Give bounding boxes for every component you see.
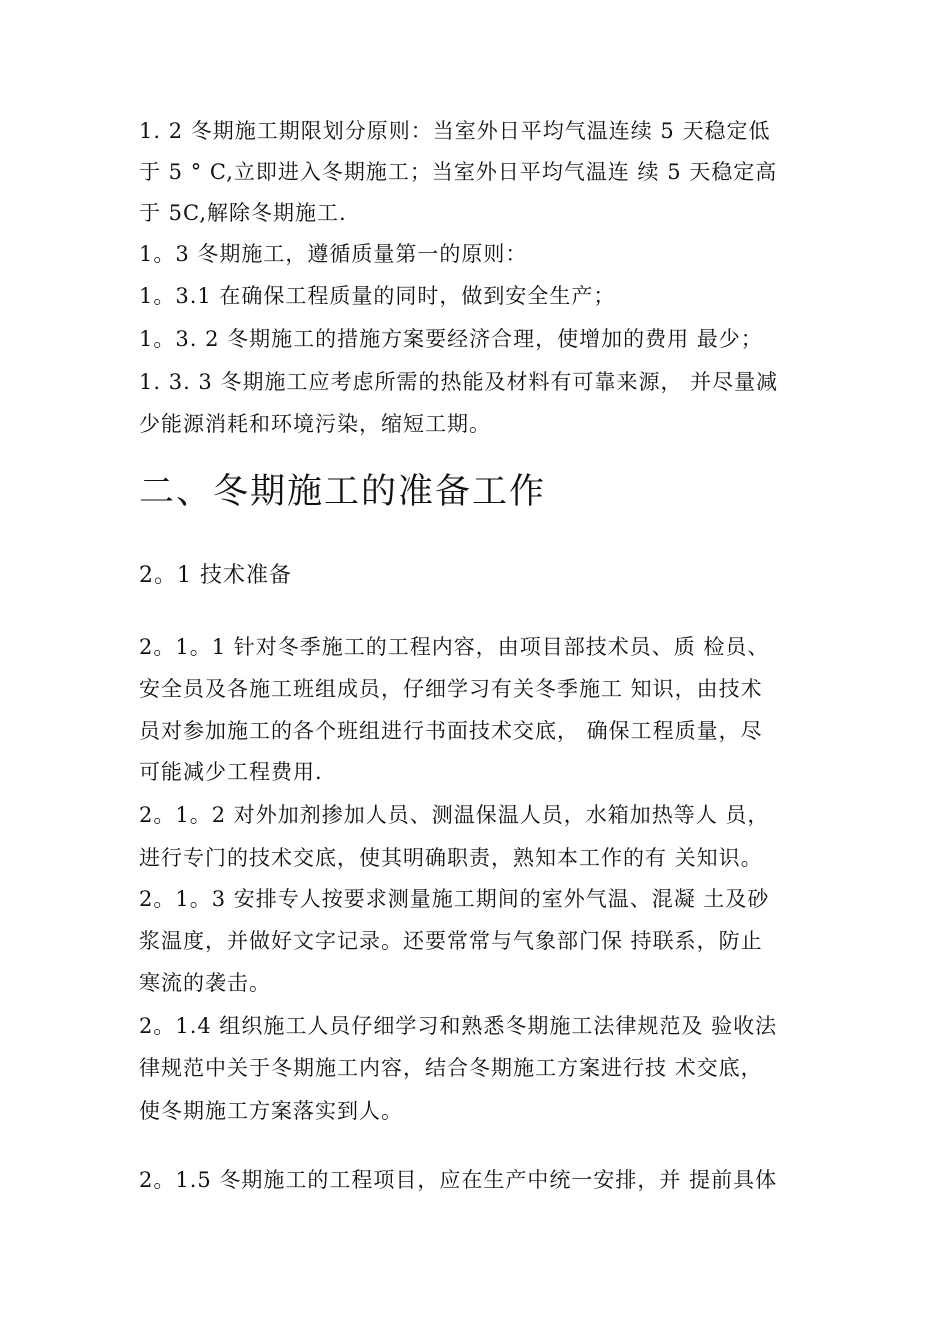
text-line: 员对参加施工的各个班组进行书面技术交底， 确保工程质量，尽 [139,719,763,743]
text-line: 安全员及各施工班组成员，仔细学习有关冬季施工 知识，由技术 [139,677,763,701]
text-line: 律规范中关于冬期施工内容，结合冬期施工方案进行技 术交底， [139,1056,763,1080]
text-line: 2。1。3 安排专人按要求测量施工期间的室外气温、混凝 土及砂 [139,887,770,911]
text-line: 寒流的袭击。 [139,971,271,995]
text-line: 2。1.4 组织施工人员仔细学习和熟悉冬期施工法律规范及 验收法 [139,1014,778,1038]
text-line: 1。3.1 在确保工程质量的同时，做到安全生产； [139,284,616,308]
text-line: 2。1。2 对外加剂掺加人员、测温保温人员，水箱加热等人 员， [139,803,770,827]
text-line: 1. 3. 3 冬期施工应考虑所需的热能及材料有可靠来源， 并尽量减 [139,370,779,394]
text-line: 少能源消耗和环境污染，缩短工期。 [139,412,491,436]
subsection-heading: 2。1 技术准备 [139,563,292,588]
text-line: 2。1。1 针对冬季施工的工程内容，由项目部技术员、质 检员、 [139,635,770,659]
text-line: 于 5 ° C,立即进入冬期施工；当室外日平均气温连 续 5 天稳定高 [139,160,778,184]
text-line: 使冬期施工方案落实到人。 [139,1099,403,1123]
text-line: 于 5C,解除冬期施工. [139,201,347,225]
text-line: 浆温度，并做好文字记录。还要常常与气象部门保 持联系，防止 [139,929,763,953]
text-line: 进行专门的技术交底，使其明确职责，熟知本工作的有 关知识。 [139,846,763,870]
text-line: 1。3 冬期施工，遵循质量第一的原则： [139,242,528,266]
text-line: 1. 2 冬期施工期限划分原则：当室外日平均气温连续 5 天稳定低 [139,119,771,143]
text-line: 可能减少工程费用. [139,760,323,784]
text-line: 2。1.5 冬期施工的工程项目，应在生产中统一安排，并 提前具体 [139,1168,778,1192]
text-line: 1。3. 2 冬期施工的措施方案要经济合理，使增加的费用 最少； [139,327,763,351]
section-heading: 二、冬期施工的准备工作 [139,472,547,512]
